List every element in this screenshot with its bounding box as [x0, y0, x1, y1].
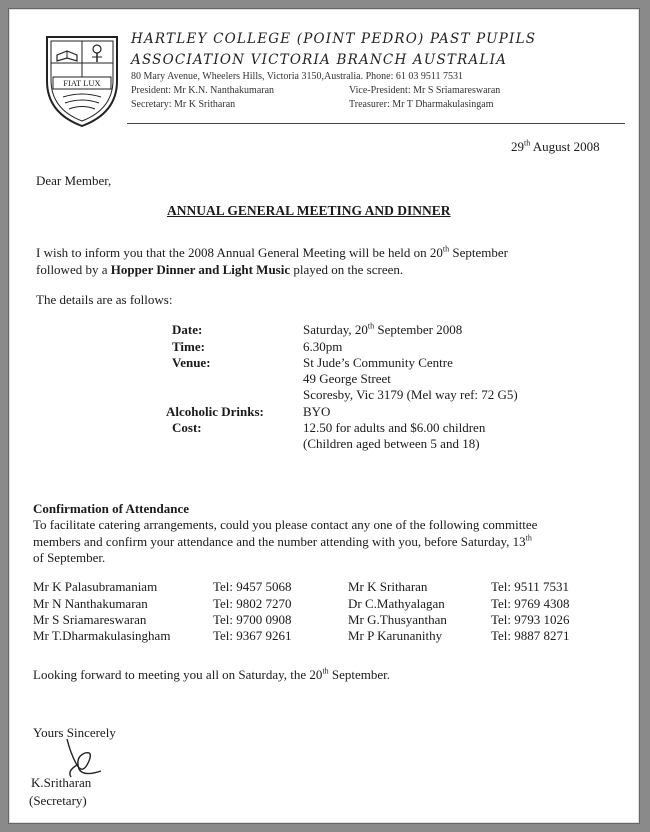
yours-sincerely: Yours Sincerely — [33, 725, 116, 740]
crest-motto: FIAT LUX — [63, 78, 101, 88]
handwritten-signature — [49, 731, 109, 781]
cost-line2: (Children aged between 5 and 18) — [303, 436, 480, 451]
letter-title: ANNUAL GENERAL MEETING AND DINNER — [167, 203, 451, 218]
org-name-line2: ASSOCIATION VICTORIA BRANCH AUSTRALIA — [131, 52, 508, 68]
president-line: President: Mr K.N. Nanthakumaran — [131, 85, 275, 96]
contact-name: Mr N Nanthakumaran — [33, 596, 148, 611]
confirmation-line2: members and confirm your attendance and the number attending with you, before Saturday, 13th — [33, 533, 532, 549]
contact-name: Mr S Sriamareswaran — [33, 612, 147, 627]
contact-tel: Tel: 9457 5068 — [213, 579, 292, 594]
signatory-role: (Secretary) — [29, 793, 87, 808]
time-label: Time: — [172, 339, 205, 354]
contact-name: Mr P Karunanithy — [348, 628, 443, 643]
contact-name: Mr G.Thusyanthan — [348, 612, 447, 627]
drinks-value: BYO — [303, 404, 331, 419]
intro-line1: I wish to inform you that the 2008 Annual General Meeting will be held on 20th September — [36, 244, 508, 260]
secretary-line: Secretary: Mr K Sritharan — [131, 99, 236, 110]
venue-line1: St Jude’s Community Centre — [303, 355, 453, 370]
contact-tel: Tel: 9793 1026 — [491, 612, 570, 627]
closing-line: Looking forward to meeting you all on Saturday, the 20th September. — [33, 666, 391, 682]
contact-tel: Tel: 9511 7531 — [491, 579, 570, 594]
org-address: 80 Mary Avenue, Wheelers Hills, Victoria 3150,Australia. Phone: 61 03 9511 7531 — [131, 71, 464, 82]
salutation: Dear Member, — [36, 173, 112, 188]
contact-tel: Tel: 9367 9261 — [213, 628, 292, 643]
vice-president-line: Vice-President: Mr S Sriamareswaran — [349, 85, 501, 96]
letter-page — [8, 8, 640, 824]
details-intro: The details are as follows: — [36, 292, 173, 307]
time-value: 6.30pm — [303, 339, 343, 354]
confirmation-heading: Confirmation of Attendance — [33, 501, 189, 516]
contact-name: Mr T.Dharmakulasingham — [33, 628, 171, 643]
letterhead-rule — [127, 123, 625, 124]
contact-tel: Tel: 9887 8271 — [491, 628, 570, 643]
intro-line2: followed by a Hopper Dinner and Light Music played on the screen. — [36, 262, 404, 277]
drinks-label: Alcoholic Drinks: — [166, 404, 264, 419]
contact-name: Dr C.Mathyalagan — [348, 596, 445, 611]
signatory-name: K.Sritharan — [31, 775, 92, 790]
venue-line2: 49 George Street — [303, 371, 391, 386]
confirmation-line3: of September. — [33, 550, 106, 565]
date-value: Saturday, 20th September 2008 — [303, 321, 463, 337]
college-crest-logo — [43, 33, 121, 129]
org-name-line1: HARTLEY COLLEGE (POINT PEDRO) PAST PUPILS — [131, 31, 537, 47]
venue-line3: Scoresby, Vic 3179 (Mel way ref: 72 G5) — [303, 387, 518, 402]
confirmation-line1: To facilitate catering arrangements, could you please contact any one of the following committee — [33, 517, 538, 532]
cost-line1: 12.50 for adults and $6.00 children — [303, 420, 486, 435]
contact-tel: Tel: 9769 4308 — [491, 596, 570, 611]
contact-name: Mr K Palasubramaniam — [33, 579, 158, 594]
letter-date: 29th August 2008 — [511, 138, 600, 154]
venue-label: Venue: — [172, 355, 211, 370]
cost-label: Cost: — [172, 420, 202, 435]
contact-tel: Tel: 9700 0908 — [213, 612, 292, 627]
treasurer-line: Treasurer: Mr T Dharmakulasingam — [349, 99, 494, 110]
date-label: Date: — [172, 322, 203, 337]
contact-name: Mr K Sritharan — [348, 579, 428, 594]
contact-tel: Tel: 9802 7270 — [213, 596, 292, 611]
